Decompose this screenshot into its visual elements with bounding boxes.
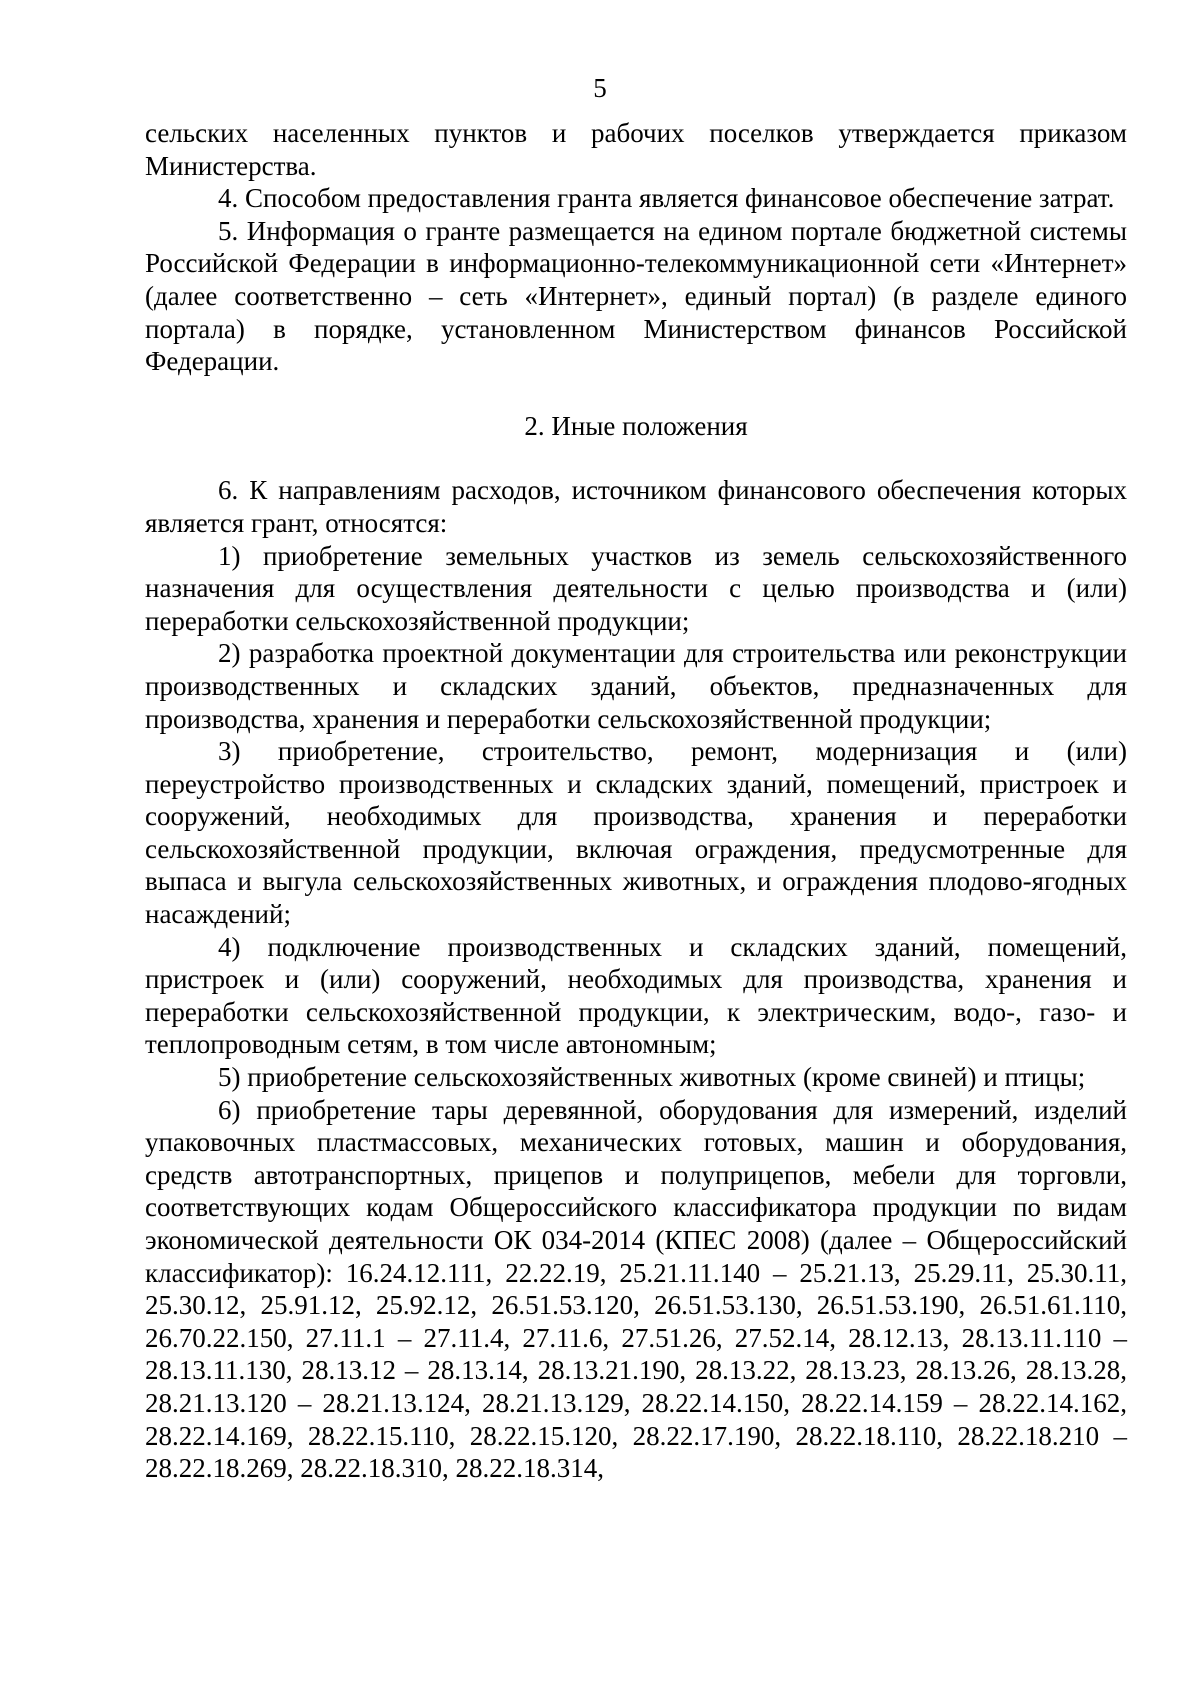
list-item-4: 4) подключение производственных и складских зданий, помещений, пристроек и (или) сооружений, необходимых для производства, хранения и переработки сельскохозяйственной продукции, к электрическим, водо-, газо- и теплопроводным сетям, в том числе автономным;: [145, 931, 1127, 1060]
spacer: [145, 442, 1127, 474]
section-heading: 2. Иные положения: [524, 410, 748, 441]
list-item-6: 6) приобретение тары деревянной, оборудования для измерений, изделий упаковочных пластмассовых, механических готовых, машин и оборудования, средств автотранспортных, прицепов и полуприцепов, мебели для торговли, соответствующих кодам Общероссийского классификатора продукции по видам экономической деятельности ОК 034-2014 (КПЕС 2008) (далее – Общероссийский классификатор): 16.24.12.111, 22.22.19, 25.21.11.140 – 25.21.13, 25.29.11, 25.30.11, 25.30.12, 25.91.12, 25.92.12, 26.51.53.120, 26.51.53.130, 26.51.53.190, 26.51.61.110, 26.70.22.150, 27.11.1 – 27.11.4, 27.11.6, 27.51.26, 27.52.14, 28.12.13, 28.13.11.110 – 28.13.11.130, 28.13.12 – 28.13.14, 28.13.21.190, 28.13.22, 28.13.23, 28.13.26, 28.13.28, 28.21.13.120 – 28.21.13.124, 28.21.13.129, 28.22.14.150, 28.22.14.159 – 28.22.14.162, 28.22.14.169, 28.22.15.110, 28.22.15.120, 28.22.17.190, 28.22.18.110, 28.22.18.210 – 28.22.18.269, 28.22.18.310, 28.22.18.314,: [145, 1094, 1127, 1484]
paragraph-item-6: 6. К направлениям расходов, источником финансового обеспечения которых является грант, относятся:: [145, 475, 1127, 538]
list-item-2: 2) разработка проектной документации для строительства или реконструкции производственных и складских зданий, объектов, предназначенных для производства, хранения и переработки сельскохозяйственной продукции;: [145, 638, 1127, 734]
list-item-3: 3) приобретение, строительство, ремонт, модернизация и (или) переустройство производственных и складских зданий, помещений, пристроек и сооружений, необходимых для производства, хранения и переработки сельскохозяйственной продукции, включая ограждения, предусмотренные для выпаса и выгула сельскохозяйственных животных, и ограждения плодово-ягодных насаждений;: [145, 736, 1127, 930]
spacer: [145, 378, 1127, 410]
paragraph-item-4: 4. Способом предоставления гранта является финансовое обеспечение затрат.: [218, 183, 1115, 214]
document-body: [145, 117, 1127, 1485]
page-number: 5: [593, 73, 607, 103]
list-item-1: 1) приобретение земельных участков из земель сельскохозяйственного назначения для осуществления деятельности с целью производства и (или) переработки сельскохозяйственной продукции;: [145, 540, 1127, 636]
list-item-5: 5) приобретение сельскохозяйственных животных (кроме свиней) и птицы;: [218, 1062, 1086, 1093]
paragraph-continuation: сельских населенных пунктов и рабочих поселков утверждается приказом Министерства.: [145, 118, 1127, 181]
paragraph-item-5: 5. Информация о гранте размещается на едином портале бюджетной системы Российской Федерации в информационно-телекоммуникационной сети «Интернет» (далее соответственно – сеть «Интернет», единый портал) (в разделе единого портала) в порядке, установленном Министерством финансов Российской Федерации.: [145, 215, 1127, 377]
